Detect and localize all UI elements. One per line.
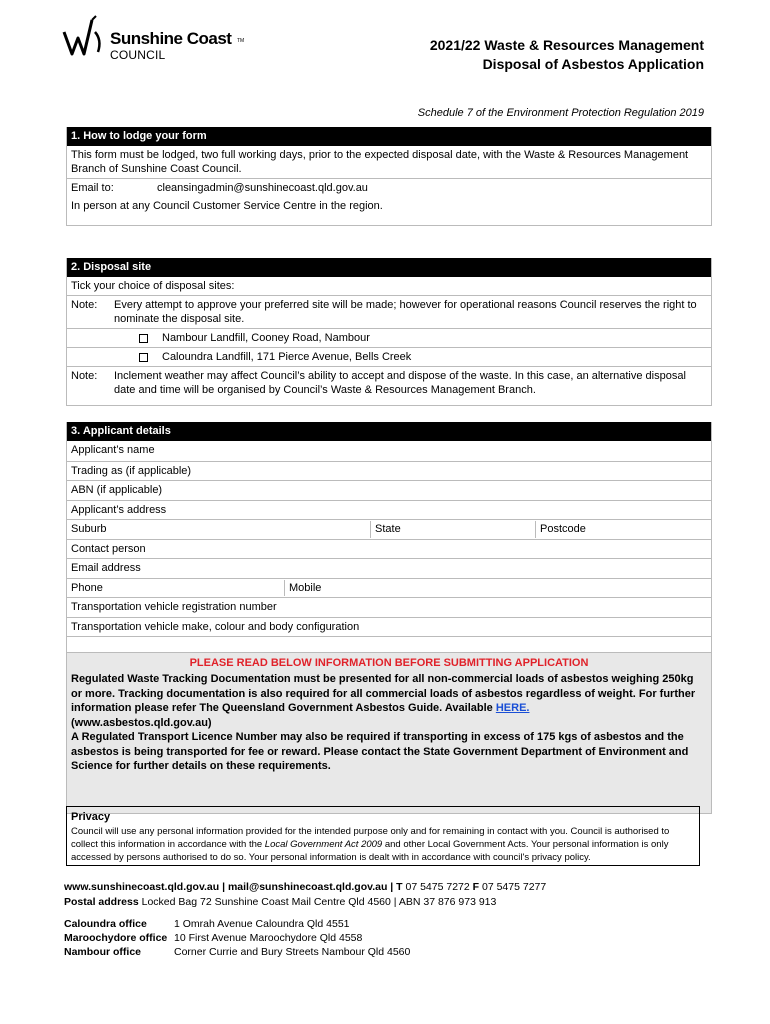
option-label: Caloundra Landfill, 171 Pierce Avenue, Bells Creek xyxy=(162,351,412,363)
field-label: Transportation vehicle registration number xyxy=(71,601,277,613)
address-field[interactable] xyxy=(67,500,711,520)
document-title xyxy=(430,36,704,74)
field-label: Applicant’s address xyxy=(71,503,167,516)
phone-number: 07 5475 7272 xyxy=(405,881,470,893)
section-heading: 3. Applicant details xyxy=(67,422,711,441)
option-label: Nambour Landfill, Cooney Road, Nambour xyxy=(162,332,370,344)
abn-field[interactable] xyxy=(67,480,711,500)
suburb-field[interactable]: Suburb xyxy=(71,521,371,538)
title-line-1: 2021/22 Waste & Resources Management xyxy=(429,37,704,53)
fax-number: 07 5475 7277 xyxy=(482,881,547,893)
footer-line-2 xyxy=(64,895,546,910)
note-row xyxy=(67,366,711,399)
notice-paragraph-1 xyxy=(71,672,707,730)
office-address: 1 Omrah Avenue Caloundra Qld 4551 xyxy=(174,918,350,930)
important-notice xyxy=(66,652,712,814)
logo-council-text: COUNCIL xyxy=(110,48,166,62)
council-logo xyxy=(62,14,262,64)
note-text: Inclement weather may affect Council’s ability to accept and dispose of the waste. In this case, an alternative disposal date and time will be organised by Council’s Waste & Resources Management Branch. xyxy=(114,370,686,396)
in-person-text: In person at any Council Customer Service Centre in the region. xyxy=(71,200,383,212)
postal-label: Postal address xyxy=(64,896,139,908)
privacy-text xyxy=(71,825,695,864)
title-line-2: Disposal of Asbestos Application xyxy=(482,56,704,72)
logo-brand-text: Sunshine Coast xyxy=(110,29,232,48)
privacy-box xyxy=(66,806,700,866)
office-row xyxy=(64,945,410,959)
logo-trademark: TM xyxy=(237,38,245,44)
footer-web-mail: www.sunshinecoast.qld.gov.au | mail@sunshinecoast.qld.gov.au | xyxy=(64,881,394,893)
notice-url: (www.asbestos.qld.gov.au) xyxy=(71,716,212,729)
section-how-to-lodge xyxy=(66,127,712,226)
note-label: Note: xyxy=(71,370,98,382)
field-label: ABN (if applicable) xyxy=(71,484,163,496)
mobile-field[interactable]: Mobile xyxy=(289,581,322,594)
phone-mobile-row xyxy=(67,578,711,598)
asbestos-guide-link[interactable]: HERE. xyxy=(495,702,530,714)
note-row xyxy=(67,295,711,328)
notice-heading: PLEASE READ BELOW INFORMATION BEFORE SUBMITTING APPLICATION xyxy=(189,657,589,669)
section-disposal-site xyxy=(66,258,712,406)
applicant-name-field[interactable] xyxy=(67,441,711,461)
field-label: Trading as (if applicable) xyxy=(71,464,192,477)
disposal-option-caloundra[interactable] xyxy=(67,347,711,366)
note-label: Note: xyxy=(71,299,98,311)
office-row xyxy=(64,931,410,945)
privacy-act: Local Government Act 2009 xyxy=(264,839,383,850)
phone-field[interactable]: Phone xyxy=(71,580,285,597)
field-label: Applicant’s name xyxy=(71,444,155,456)
field-label: Transportation vehicle make, colour and body configuration xyxy=(71,620,360,633)
privacy-text-b: and other Local Government Acts. Your personal information is only accessed by persons authorised to do so. Your personal information is dealt with in accordance with council's privacy policy. xyxy=(71,839,669,863)
note-text: Every attempt to approve your preferred site will be made; however for operational reasons Council reserves the right to nominate the disposal site. xyxy=(114,299,697,325)
privacy-heading: Privacy xyxy=(71,811,111,823)
logo-mark-icon xyxy=(62,14,110,60)
postal-address: Locked Bag 72 Sunshine Coast Mail Centre Qld 4560 | ABN 37 876 973 913 xyxy=(141,896,497,908)
state-field[interactable]: State xyxy=(371,521,536,538)
phone-label: T xyxy=(396,881,403,893)
email-row xyxy=(67,178,711,197)
privacy-text-a: Council will use any personal information provided for the intended purpose only and for remaining in contact with you. Council is authorised to collect this information in accordance with the xyxy=(71,826,670,850)
suburb-state-postcode-row xyxy=(67,519,711,539)
contact-person-field[interactable] xyxy=(67,539,711,559)
office-name: Maroochydore office xyxy=(64,932,168,944)
office-list xyxy=(64,917,410,959)
fax-label: F xyxy=(472,881,480,893)
notice-paragraph-2: A Regulated Transport Licence Number may also be required if transporting in excess of 175 kgs of asbestos and the asbestos is being transported for fee or reward. Please contact the State Government Department of Environment and Science for further details on these requirements. xyxy=(71,731,689,772)
email-address-field[interactable] xyxy=(67,558,711,578)
office-address: 10 First Avenue Maroochydore Qld 4558 xyxy=(174,932,363,944)
vehicle-config-field[interactable] xyxy=(67,617,711,637)
office-row xyxy=(64,917,410,931)
footer-line-1 xyxy=(64,880,546,895)
section-applicant-details xyxy=(66,422,712,656)
disposal-option-nambour[interactable] xyxy=(67,328,711,347)
checkbox[interactable] xyxy=(139,334,148,343)
field-label: Contact person xyxy=(71,542,146,555)
office-address: Corner Currie and Bury Streets Nambour Qld 4560 xyxy=(174,946,411,958)
email-label: Email to: xyxy=(71,182,114,194)
section-heading: 2. Disposal site xyxy=(67,258,711,277)
vehicle-rego-field[interactable] xyxy=(67,597,711,617)
checkbox[interactable] xyxy=(139,353,148,362)
schedule-reference: Schedule 7 of the Environment Protection Regulation 2019 xyxy=(417,107,704,119)
footer-contact xyxy=(64,880,546,910)
trading-as-field[interactable] xyxy=(67,461,711,481)
section-heading: 1. How to lodge your form xyxy=(67,127,711,146)
office-name: Caloundra office xyxy=(64,918,147,930)
office-name: Nambour office xyxy=(64,946,142,958)
tick-instruction: Tick your choice of disposal sites: xyxy=(71,280,235,292)
field-label: Email address xyxy=(71,562,141,574)
email-address[interactable]: cleansingadmin@sunshinecoast.qld.gov.au xyxy=(157,182,368,194)
postcode-field[interactable]: Postcode xyxy=(540,523,586,535)
notice-text: Regulated Waste Tracking Documentation must be presented for all non-commercial loads of asbestos weighing 250kg or more. Tracking documentation is also required for all commercial loads of asbestos regardless of weight. For further information please refer The Queensland Government Asbestos Guide. Available xyxy=(71,673,696,714)
lodge-intro: This form must be lodged, two full working days, prior to the expected disposal date, with the Waste & Resources Management Branch of Sunshine Coast Council. xyxy=(71,149,689,175)
